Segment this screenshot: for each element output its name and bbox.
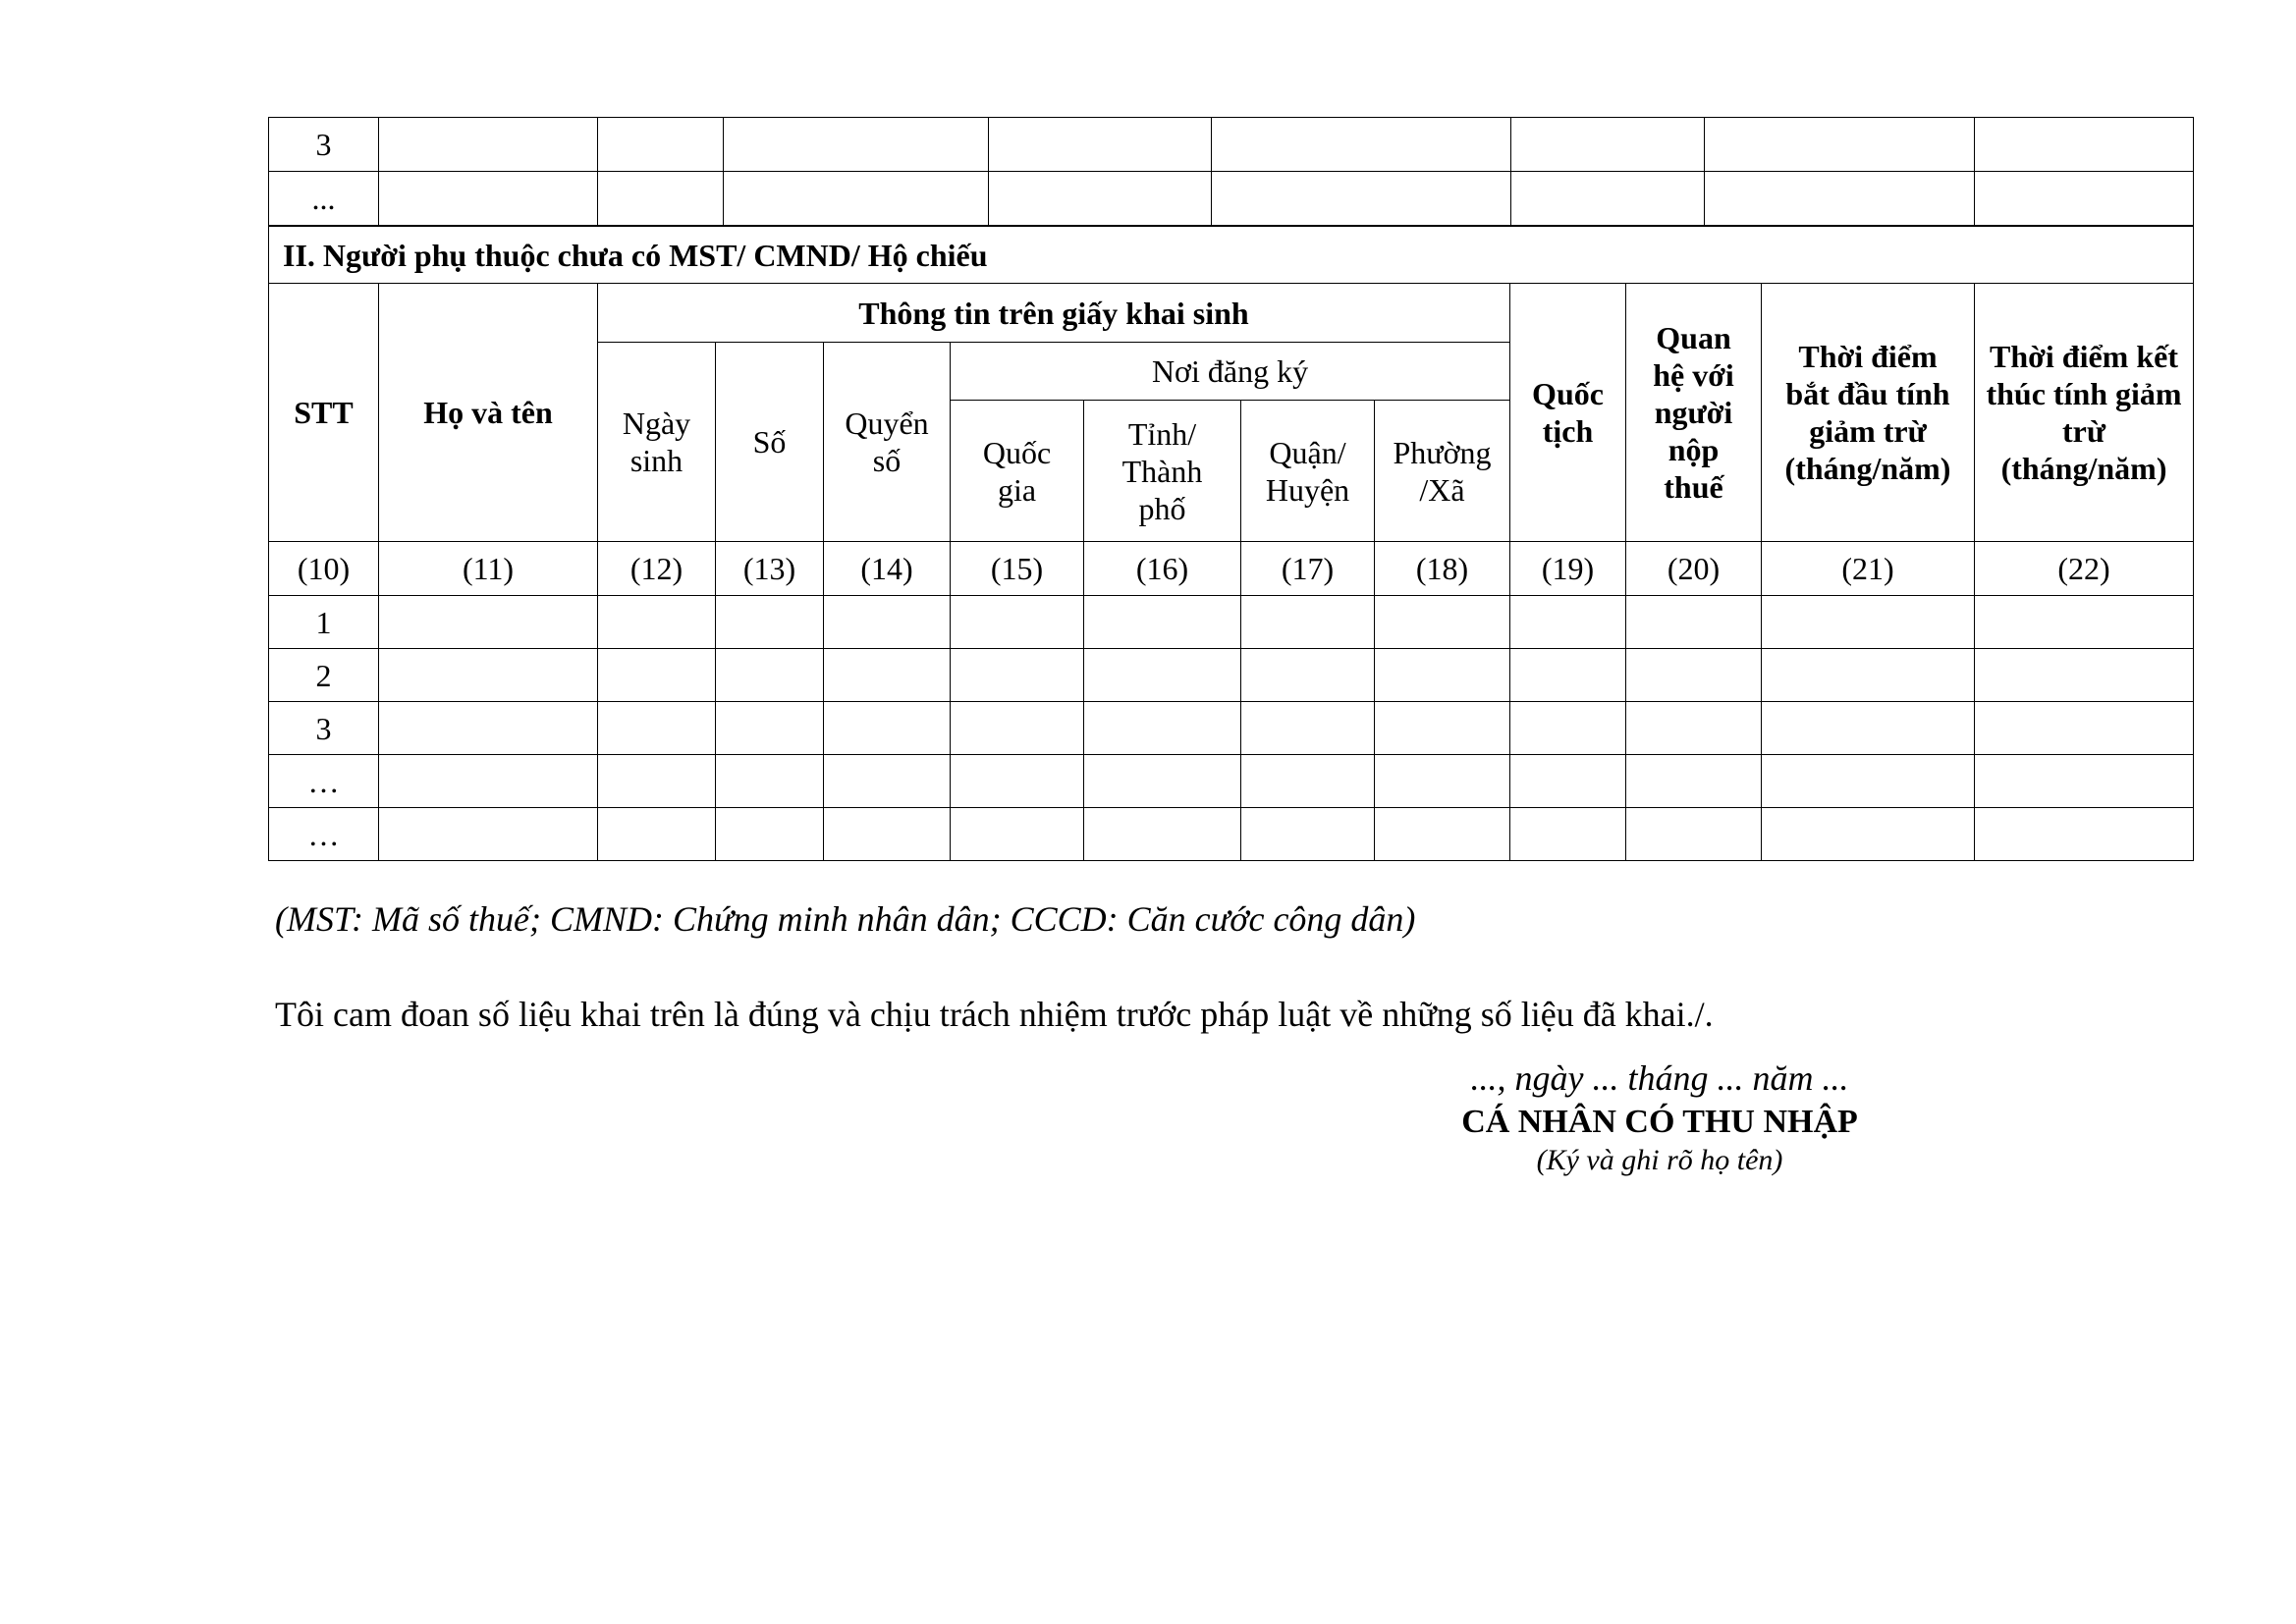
- table-row: [269, 649, 2194, 702]
- empty-cell: [1084, 808, 1241, 861]
- empty-cell: [824, 596, 951, 649]
- col-header-birth-date: Ngày sinh: [598, 343, 716, 542]
- table-row: [269, 118, 2194, 172]
- empty-cell: [1241, 596, 1375, 649]
- empty-cell: [1241, 649, 1375, 702]
- empty-cell: [824, 702, 951, 755]
- col-header-number: Số: [716, 343, 824, 542]
- empty-cell: [379, 649, 598, 702]
- empty-cell: [1626, 649, 1762, 702]
- empty-cell: [1375, 808, 1510, 861]
- section-title-row: [269, 227, 2194, 284]
- empty-cell: [824, 649, 951, 702]
- empty-cell: [379, 755, 598, 808]
- column-number: (15): [951, 542, 1084, 596]
- empty-cell: [1762, 808, 1975, 861]
- empty-cell: [1510, 596, 1626, 649]
- col-header-birth-cert: Thông tin trên giấy khai sinh: [598, 284, 1510, 343]
- empty-cell: [1375, 702, 1510, 755]
- column-number: (11): [379, 542, 598, 596]
- stt-cell: 2: [269, 649, 379, 702]
- table-row: [269, 172, 2194, 226]
- column-number: (17): [1241, 542, 1375, 596]
- column-number: (12): [598, 542, 716, 596]
- empty-cell: [598, 596, 716, 649]
- table-row: [269, 808, 2194, 861]
- pledge-statement: Tôi cam đoan số liệu khai trên là đúng và chịu trách nhiệm trước pháp luật về những số liệu đã khai./.: [275, 995, 1714, 1034]
- empty-cell: [716, 702, 824, 755]
- col-header-book: Quyển số: [824, 343, 951, 542]
- empty-cell: [951, 755, 1084, 808]
- empty-cell: [1241, 808, 1375, 861]
- empty-cell: [716, 649, 824, 702]
- stt-cell: …: [269, 808, 379, 861]
- empty-cell: [716, 808, 824, 861]
- col-header-province: Tỉnh/ Thành phố: [1084, 401, 1241, 542]
- empty-cell: [598, 702, 716, 755]
- stt-cell: …: [269, 755, 379, 808]
- col-header-district: Quận/ Huyện: [1241, 401, 1375, 542]
- col-header-reg-place: Nơi đăng ký: [951, 343, 1510, 401]
- empty-cell: [1084, 649, 1241, 702]
- empty-cell: [1626, 596, 1762, 649]
- column-number: (20): [1626, 542, 1762, 596]
- empty-cell: [951, 649, 1084, 702]
- empty-cell: [1510, 702, 1626, 755]
- stt-cell: 1: [269, 596, 379, 649]
- col-header-nationality: Quốc tịch: [1510, 284, 1626, 542]
- column-number-row: [269, 542, 2194, 596]
- column-number: (16): [1084, 542, 1241, 596]
- col-header-name: Họ và tên: [379, 284, 598, 542]
- empty-cell: [598, 649, 716, 702]
- col-header-stt: STT: [269, 284, 379, 542]
- signature-block: [1404, 1056, 1915, 1177]
- stt-cell: 3: [269, 118, 379, 172]
- empty-cell: [379, 596, 598, 649]
- col-header-end: Thời điểm kết thúc tính giảm trừ (tháng/năm): [1975, 284, 2194, 542]
- empty-cell: [1241, 702, 1375, 755]
- col-header-start: Thời điểm bắt đầu tính giảm trừ (tháng/năm): [1762, 284, 1975, 542]
- empty-cell: [379, 702, 598, 755]
- empty-cell: [951, 596, 1084, 649]
- empty-cell: [1375, 649, 1510, 702]
- abbreviation-note: (MST: Mã số thuế; CMND: Chứng minh nhân dân; CCCD: Căn cước công dân): [275, 899, 1416, 939]
- table-row: [269, 702, 2194, 755]
- col-header-ward: Phường /Xã: [1375, 401, 1510, 542]
- stt-cell: ...: [269, 172, 379, 226]
- empty-cell: [824, 755, 951, 808]
- empty-cell: [1375, 755, 1510, 808]
- empty-cell: [1626, 808, 1762, 861]
- dependents-table: [268, 226, 2194, 861]
- empty-cell: [1084, 755, 1241, 808]
- empty-cell: [1762, 596, 1975, 649]
- section-title: II. Người phụ thuộc chưa có MST/ CMND/ Hộ chiếu: [269, 227, 2194, 284]
- empty-cell: [1975, 596, 2194, 649]
- empty-cell: [598, 808, 716, 861]
- empty-cell: [1762, 649, 1975, 702]
- empty-cell: [951, 808, 1084, 861]
- empty-cell: [379, 808, 598, 861]
- empty-cell: [1626, 702, 1762, 755]
- signature-hint: (Ký và ghi rõ họ tên): [1536, 1144, 1783, 1176]
- empty-cell: [1762, 702, 1975, 755]
- empty-cell: [1510, 649, 1626, 702]
- empty-cell: [1084, 702, 1241, 755]
- signature-date-line: ..., ngày ... tháng ... năm ...: [1470, 1058, 1849, 1098]
- column-number: (18): [1375, 542, 1510, 596]
- signature-title: CÁ NHÂN CÓ THU NHẬP: [1461, 1104, 1858, 1140]
- empty-cell: [1975, 702, 2194, 755]
- column-number: (21): [1762, 542, 1975, 596]
- col-header-country: Quốc gia: [951, 401, 1084, 542]
- header-row: [269, 284, 2194, 343]
- empty-cell: [1975, 649, 2194, 702]
- column-number: (13): [716, 542, 824, 596]
- column-number: (10): [269, 542, 379, 596]
- empty-cell: [716, 596, 824, 649]
- empty-cell: [1510, 808, 1626, 861]
- column-number: (14): [824, 542, 951, 596]
- empty-cell: [1975, 808, 2194, 861]
- column-number: (19): [1510, 542, 1626, 596]
- empty-cell: [1626, 755, 1762, 808]
- stt-cell: 3: [269, 702, 379, 755]
- column-number: (22): [1975, 542, 2194, 596]
- col-header-relation: Quan hệ với người nộp thuế: [1626, 284, 1762, 542]
- empty-cell: [824, 808, 951, 861]
- previous-section-table: [268, 117, 2194, 226]
- empty-cell: [1375, 596, 1510, 649]
- empty-cell: [1975, 755, 2194, 808]
- empty-cell: [1241, 755, 1375, 808]
- dependent-rows: [269, 596, 2194, 861]
- empty-cell: [1084, 596, 1241, 649]
- empty-cell: [1762, 755, 1975, 808]
- empty-cell: [598, 755, 716, 808]
- empty-cell: [716, 755, 824, 808]
- empty-cell: [1510, 755, 1626, 808]
- empty-cell: [951, 702, 1084, 755]
- table-row: [269, 755, 2194, 808]
- table-row: [269, 596, 2194, 649]
